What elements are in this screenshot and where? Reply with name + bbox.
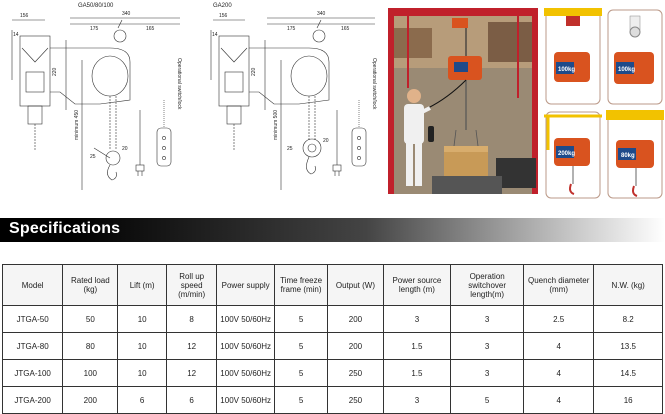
header-output: Output (W) <box>328 265 383 306</box>
cell-operation-switchover-length: 5 <box>451 387 524 414</box>
specifications-table <box>2 264 663 414</box>
table-row <box>3 387 663 414</box>
cell-lift: 10 <box>118 306 167 333</box>
cell-nw: 14.5 <box>594 360 663 387</box>
dim-25: 25 <box>90 154 96 160</box>
header-quench-diameter: Quench diameter (mm) <box>524 265 594 306</box>
cell-power-source-length: 3 <box>383 306 451 333</box>
header-power-supply: Power supply <box>217 265 275 306</box>
table-row <box>3 360 663 387</box>
header-rated-load: Rated load (kg) <box>63 265 118 306</box>
specifications-banner <box>0 218 665 242</box>
cell-quench-diameter: 4 <box>524 360 594 387</box>
cell-nw: 8.2 <box>594 306 663 333</box>
cell-time-freeze-frame: 5 <box>274 306 327 333</box>
dim-156: 156 <box>20 13 29 19</box>
cell-quench-diameter: 4 <box>524 387 594 414</box>
dim-175: 175 <box>287 26 296 32</box>
cell-model: JTGA-80 <box>3 333 63 360</box>
cell-rated-load: 80 <box>63 333 118 360</box>
drawing-model-label: GA50/80/100 <box>78 3 114 9</box>
table-row <box>3 333 663 360</box>
dim-20: 20 <box>122 146 128 152</box>
cell-power-supply: 100V 50/60Hz <box>217 306 275 333</box>
product-photo-2 <box>606 8 664 106</box>
cell-power-source-length: 1.5 <box>383 333 451 360</box>
dim-14: 14 <box>212 32 218 38</box>
cell-operation-switchover-length: 3 <box>451 306 524 333</box>
cell-roll-up-speed: 6 <box>166 387 216 414</box>
dim-165: 165 <box>146 26 155 32</box>
cell-power-supply: 100V 50/60Hz <box>217 360 275 387</box>
dim-14: 14 <box>13 32 19 38</box>
switch-label: Operational switch/lock <box>371 58 377 110</box>
cell-output: 200 <box>328 333 383 360</box>
cell-lift: 10 <box>118 333 167 360</box>
dim-165: 165 <box>341 26 350 32</box>
cell-nw: 16 <box>594 387 663 414</box>
dim-25: 25 <box>287 146 293 152</box>
cell-operation-switchover-length: 3 <box>451 360 524 387</box>
drawing-model-label: GA200 <box>213 3 232 9</box>
cell-power-source-length: 1.5 <box>383 360 451 387</box>
dim-20: 20 <box>323 138 329 144</box>
table-header-row <box>3 265 663 306</box>
dim-minimum: minimum 500 <box>273 109 279 140</box>
cell-rated-load: 100 <box>63 360 118 387</box>
dim-175: 175 <box>90 26 99 32</box>
dim-340: 340 <box>317 11 326 17</box>
cell-model: JTGA-100 <box>3 360 63 387</box>
cell-time-freeze-frame: 5 <box>274 387 327 414</box>
cell-nw: 13.5 <box>594 333 663 360</box>
dim-340: 340 <box>122 11 131 17</box>
cell-lift: 10 <box>118 360 167 387</box>
dim-220: 220 <box>52 67 58 76</box>
capacity-caption: 100kg <box>618 67 636 73</box>
header-power-source-length: Power source length (m) <box>383 265 451 306</box>
header-roll-up-speed: Roll up speed (m/min) <box>166 265 216 306</box>
table-row <box>3 306 663 333</box>
product-photo-3 <box>544 110 602 200</box>
cell-quench-diameter: 2.5 <box>524 306 594 333</box>
header-nw: N.W. (kg) <box>594 265 663 306</box>
product-photo-1 <box>544 8 602 106</box>
dim-156: 156 <box>219 13 228 19</box>
cell-model: JTGA-50 <box>3 306 63 333</box>
cell-rated-load: 50 <box>63 306 118 333</box>
cell-roll-up-speed: 12 <box>166 333 216 360</box>
cell-output: 250 <box>328 387 383 414</box>
dim-220: 220 <box>251 67 257 76</box>
cell-output: 250 <box>328 360 383 387</box>
cell-operation-switchover-length: 3 <box>451 333 524 360</box>
cell-time-freeze-frame: 5 <box>274 333 327 360</box>
cell-roll-up-speed: 12 <box>166 360 216 387</box>
capacity-caption: 80kg <box>621 153 635 159</box>
cell-roll-up-speed: 8 <box>166 306 216 333</box>
cell-output: 200 <box>328 306 383 333</box>
cell-time-freeze-frame: 5 <box>274 360 327 387</box>
warehouse-photo <box>388 8 538 194</box>
technical-drawing-ga200 <box>205 0 395 212</box>
capacity-caption: 200kg <box>558 151 576 157</box>
product-photo-4 <box>606 110 664 200</box>
cell-lift: 6 <box>118 387 167 414</box>
capacity-caption: 100kg <box>558 67 576 73</box>
cell-power-source-length: 3 <box>383 387 451 414</box>
switch-label: Operational switch/lock <box>176 58 182 110</box>
cell-power-supply: 100V 50/60Hz <box>217 333 275 360</box>
cell-rated-load: 200 <box>63 387 118 414</box>
header-model: Model <box>3 265 63 306</box>
section-title: Specifications <box>9 220 121 237</box>
header-lift: Lift (m) <box>118 265 167 306</box>
cell-model: JTGA-200 <box>3 387 63 414</box>
cell-quench-diameter: 4 <box>524 333 594 360</box>
header-operation-switchover-length: Operation switchover length(m) <box>451 265 524 306</box>
dim-minimum: minimum 450 <box>74 109 80 140</box>
cell-power-supply: 100V 50/60Hz <box>217 387 275 414</box>
header-time-freeze-frame: Time freeze frame (min) <box>274 265 327 306</box>
technical-drawing-ga50-80-100 <box>0 0 195 212</box>
